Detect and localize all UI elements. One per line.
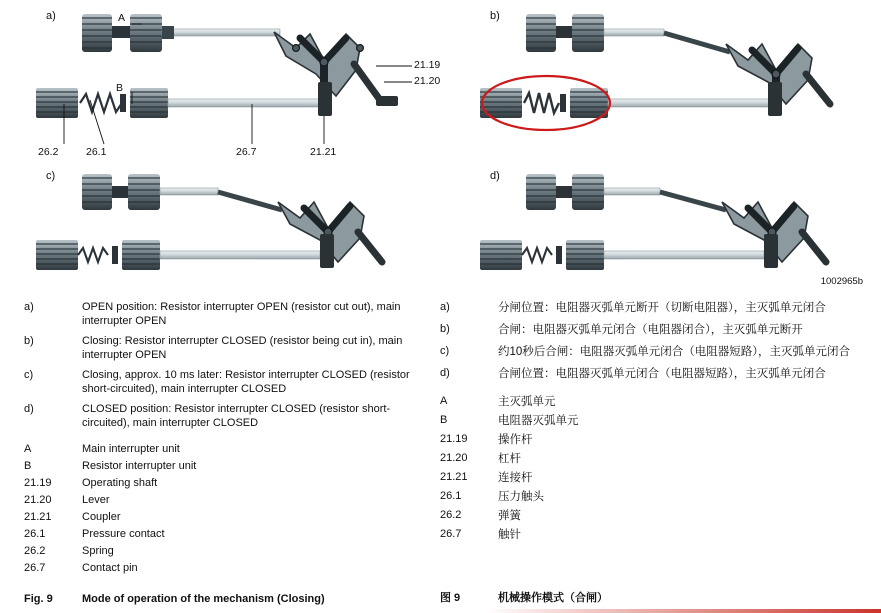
legend-value: CLOSED position: Resistor interrupter CLOSED (resistor short-circuited), main interrupter CLOSED bbox=[82, 403, 391, 429]
legend-key: c) bbox=[24, 369, 34, 381]
legend-row bbox=[24, 493, 424, 507]
legend-modes-zh bbox=[440, 300, 860, 383]
legend-key: 21.21 bbox=[24, 511, 52, 523]
legend-row bbox=[24, 334, 424, 362]
legend-modes-en bbox=[24, 300, 424, 430]
legend-key: 26.1 bbox=[24, 528, 46, 540]
panel-label-b: b) bbox=[490, 10, 500, 22]
figure-caption-english bbox=[24, 593, 424, 605]
legend-key: d) bbox=[440, 367, 450, 379]
legend-value: Lever bbox=[82, 494, 110, 506]
callout-21-21: 21.21 bbox=[310, 146, 337, 158]
image-code: 1002965b bbox=[820, 276, 863, 287]
legend-row bbox=[24, 510, 424, 524]
legend-row bbox=[24, 300, 424, 328]
legend-row bbox=[440, 366, 860, 383]
legend-key: a) bbox=[440, 301, 450, 313]
figure-caption-text-en: Mode of operation of the mechanism (Closing) bbox=[82, 593, 325, 605]
legend-key: A bbox=[24, 443, 32, 455]
legend-value: 压力触头 bbox=[498, 491, 544, 503]
legend-row bbox=[24, 544, 424, 558]
legend-key: 26.7 bbox=[24, 562, 46, 574]
legend-key: 26.2 bbox=[440, 509, 462, 521]
legend-key: A bbox=[440, 395, 448, 407]
figure-panel-a bbox=[24, 4, 441, 164]
legend-value: Closing: Resistor interrupter CLOSED (resistor being cut in), main interrupter OPEN bbox=[82, 335, 403, 361]
legend-row bbox=[24, 442, 424, 456]
legend-row bbox=[440, 508, 860, 525]
legend-key: B bbox=[24, 460, 32, 472]
legend-value: Coupler bbox=[82, 511, 121, 523]
legend-value: 电阻器灭弧单元 bbox=[498, 415, 579, 427]
legend-value: Main interrupter unit bbox=[82, 443, 180, 455]
legend-row bbox=[24, 459, 424, 473]
figure-number-zh: 图 9 bbox=[440, 592, 461, 604]
legend-row bbox=[24, 561, 424, 575]
callout-26-1: 26.1 bbox=[86, 146, 107, 158]
callout-21-19: 21.19 bbox=[414, 59, 441, 71]
legend-row bbox=[440, 489, 860, 506]
figure-panel-b bbox=[468, 4, 868, 164]
legend-key: c) bbox=[440, 345, 450, 357]
legend-value: 分闸位置：电阻器灭弧单元断开（切断电阻器），主灭弧单元闭合 bbox=[498, 302, 826, 314]
legend-row bbox=[440, 451, 860, 468]
figure-caption-text-zh: 机械操作模式（合闸） bbox=[498, 592, 608, 604]
legend-key: b) bbox=[440, 323, 450, 335]
mechanism-diagram-d bbox=[468, 166, 868, 290]
legend-key: 26.2 bbox=[24, 545, 46, 557]
legend-value: Contact pin bbox=[82, 562, 138, 574]
legend-row bbox=[440, 527, 860, 544]
legend-value: 连接杆 bbox=[498, 472, 533, 484]
panel-label-d: d) bbox=[490, 170, 500, 182]
legend-row bbox=[440, 413, 860, 430]
legend-row bbox=[24, 402, 424, 430]
legend-value: 弹簧 bbox=[498, 510, 521, 522]
legend-key: 21.20 bbox=[24, 494, 52, 506]
legend-items-zh bbox=[440, 394, 860, 544]
legend-key: b) bbox=[24, 335, 34, 347]
legend-row bbox=[440, 344, 860, 361]
legend-value: 主灭弧单元 bbox=[498, 396, 556, 408]
callout-21-20: 21.20 bbox=[414, 75, 441, 87]
legend-value: OPEN position: Resistor interrupter OPEN (resistor cut out), main interrupter OPEN bbox=[82, 301, 401, 327]
callout-26-7: 26.7 bbox=[236, 146, 257, 158]
legend-key: d) bbox=[24, 403, 34, 415]
legend-value: Spring bbox=[82, 545, 114, 557]
legend-row bbox=[440, 300, 860, 317]
legend-row bbox=[440, 394, 860, 411]
legend-key: B bbox=[440, 414, 448, 426]
legend-row bbox=[24, 368, 424, 396]
legend-value: 触针 bbox=[498, 529, 521, 541]
legend-row bbox=[24, 476, 424, 490]
panel-label-c: c) bbox=[46, 170, 56, 182]
legend-key: 21.21 bbox=[440, 471, 468, 483]
legend-row bbox=[440, 470, 860, 487]
legend-row bbox=[440, 322, 860, 339]
legend-value: 杠杆 bbox=[498, 453, 521, 465]
mechanism-diagram-a bbox=[24, 4, 424, 164]
legend-value: Resistor interrupter unit bbox=[82, 460, 197, 472]
figure-caption-chinese bbox=[440, 589, 860, 605]
legend-value: Closing, approx. 10 ms later: Resistor interrupter CLOSED (resistor short-circuited), main interrupter CLOSED bbox=[82, 369, 410, 395]
legend-value: 合闸：电阻器灭弧单元闭合（电阻器闭合），主灭弧单元断开 bbox=[498, 324, 803, 336]
mechanism-diagram-c bbox=[24, 166, 424, 290]
legend-row bbox=[24, 527, 424, 541]
legend-key: 21.19 bbox=[24, 477, 52, 489]
mechanism-diagram-b bbox=[468, 4, 868, 164]
legend-row bbox=[440, 432, 860, 449]
callout-a-label-B: B bbox=[116, 82, 124, 94]
legend-key: 21.19 bbox=[440, 433, 468, 445]
legend-key: 26.1 bbox=[440, 490, 462, 502]
legend-items-en bbox=[24, 442, 424, 575]
legend-column-chinese bbox=[440, 300, 860, 546]
callout-26-2: 26.2 bbox=[38, 146, 59, 158]
legend-area bbox=[0, 300, 881, 613]
legend-key: a) bbox=[24, 301, 34, 313]
legend-value: Operating shaft bbox=[82, 477, 158, 489]
figure-area bbox=[0, 0, 881, 292]
figure-panel-d bbox=[468, 166, 868, 290]
figure-panel-c bbox=[24, 166, 424, 290]
legend-value: 操作杆 bbox=[498, 434, 533, 446]
legend-column-english bbox=[24, 300, 424, 578]
bottom-accent-bar bbox=[0, 609, 881, 613]
legend-value: 合闸位置：电阻器灭弧单元闭合（电阻器短路），主灭弧单元闭合 bbox=[498, 368, 826, 380]
legend-key: 26.7 bbox=[440, 528, 462, 540]
panel-label-a: a) bbox=[46, 10, 56, 22]
callout-a-label-A: A bbox=[118, 12, 126, 24]
figure-number-en: Fig. 9 bbox=[24, 593, 53, 605]
legend-value: Pressure contact bbox=[82, 528, 165, 540]
legend-value: 约10秒后合闸：电阻器灭弧单元闭合（电阻器短路），主灭弧单元闭合 bbox=[498, 346, 851, 358]
legend-key: 21.20 bbox=[440, 452, 468, 464]
